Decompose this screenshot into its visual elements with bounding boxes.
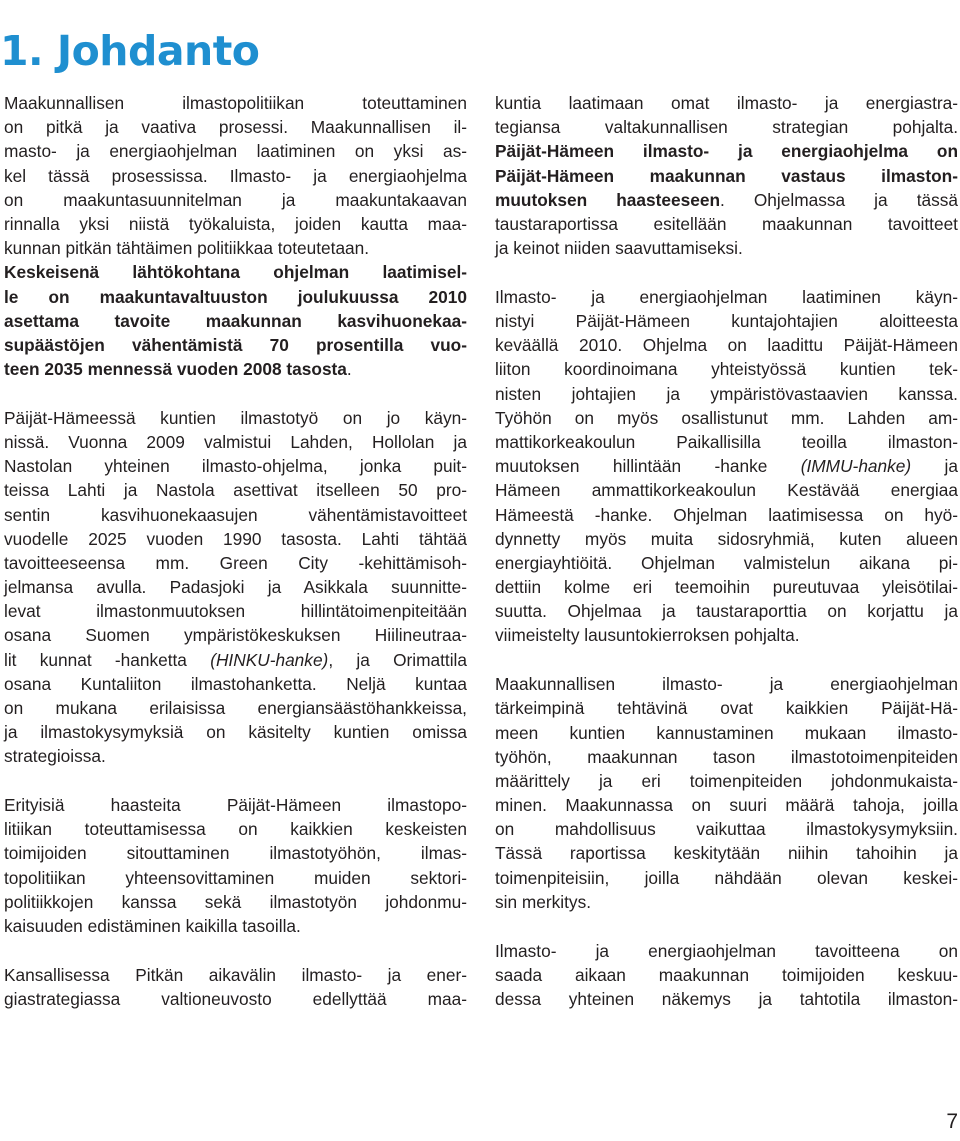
text-line xyxy=(495,236,958,260)
text-line xyxy=(4,648,467,672)
text-line xyxy=(4,309,467,333)
text-line xyxy=(4,454,467,478)
text-run: lit kunnat -hanketta xyxy=(4,649,211,670)
text-run: strategioissa. xyxy=(4,746,106,767)
text-run: määrittely ja eri toimenpiteiden johdonmukaista- xyxy=(495,770,958,791)
bold-text: le on maakuntavaltuuston joulukuussa 2010 xyxy=(4,286,467,307)
text-run: . xyxy=(346,359,352,380)
text-run: suutta. Ohjelmaa ja taustaraporttia on korjattu ja xyxy=(495,601,958,622)
text-run: Maakunnallisen ilmastopolitiikan toteuttaminen xyxy=(4,93,467,113)
text-run: toimenpiteisiin, joilla nähdään olevan keskei- xyxy=(495,867,958,888)
text-run: kunnan pitkän tähtäimen politiikkaa toteutetaan. xyxy=(4,238,370,259)
text-line xyxy=(4,696,467,720)
text-line xyxy=(4,91,467,115)
text-run: dettiin kolme eri teemoihin pureutuvaa yleisötilai- xyxy=(495,577,958,598)
text-line xyxy=(495,478,958,502)
text-line xyxy=(4,551,467,575)
text-line xyxy=(495,939,958,963)
text-run: . Ohjelmassa ja tässä xyxy=(720,189,958,210)
text-line xyxy=(4,987,467,1011)
text-line xyxy=(4,841,467,865)
text-run: topolitiikan yhteensovittaminen muiden sektori- xyxy=(4,867,467,888)
bold-text: Päijät-Hämeen ilmasto- ja energiaohjelma on xyxy=(495,141,958,162)
italic-text: (HINKU-hanke) xyxy=(210,649,329,670)
text-line xyxy=(495,769,958,793)
text-run: rinnalla yksi niistä työkaluista, joiden kautta maa- xyxy=(4,213,467,234)
text-run: Ilmasto- ja energiaohjelman tavoitteena on xyxy=(495,940,958,961)
text-line xyxy=(495,696,958,720)
text-line xyxy=(495,672,958,696)
text-line xyxy=(4,212,467,236)
text-run: tavoitteeseensa mm. Green City -kehittämisoh- xyxy=(4,552,467,573)
text-run: ja keinot niiden saavuttamiseksi. xyxy=(495,238,743,259)
text-run: on maakuntasuunnitelman ja maakuntakaavan xyxy=(4,189,467,210)
text-run: jelmansa avulla. Padasjoki ja Asikkala suunnitte- xyxy=(4,577,467,598)
bold-text: supäästöjen vähentämistä 70 prosentilla vuo- xyxy=(4,334,467,355)
text-line xyxy=(4,720,467,744)
bold-text: muutoksen haasteeseen xyxy=(495,189,720,210)
text-line xyxy=(4,285,467,309)
text-run: ja xyxy=(911,456,958,477)
text-line xyxy=(495,115,958,139)
page-number: 7 xyxy=(946,1110,958,1133)
text-run: Ilmasto- ja energiaohjelman laatiminen käyn- xyxy=(495,286,958,307)
paragraph-gap xyxy=(495,260,958,285)
bold-text: asettama tavoite maakunnan kasvihuonekaa- xyxy=(4,310,467,331)
text-line xyxy=(4,260,467,284)
text-line xyxy=(495,164,958,188)
text-run: Hämeestä -hanke. Ohjelman laatimisessa on hyö- xyxy=(495,504,958,525)
text-run: viimeistelty lausuntokierroksen pohjalta. xyxy=(495,625,800,646)
text-line xyxy=(4,527,467,551)
text-run: Tässä raportissa keskitytään niihin tahoihin ja xyxy=(495,843,958,864)
text-run: Hämeen ammattikorkeakoulun Kestävää energiaa xyxy=(495,480,958,501)
text-run: masto- ja energiaohjelman laatiminen on yksi as- xyxy=(4,141,467,162)
text-run: Nastolan yhteinen ilmasto-ohjelma, jonka puit- xyxy=(4,456,467,477)
text-run: kuntia laatimaan omat ilmasto- ja energiastra- xyxy=(495,93,958,113)
text-run: sin merkitys. xyxy=(495,891,592,912)
text-run: kaisuuden edistäminen kaikilla tasoilla. xyxy=(4,916,301,936)
page-title: 1. Johdanto xyxy=(0,27,260,76)
text-line xyxy=(4,575,467,599)
text-run: levat ilmastonmuutoksen hillintätoimenpiteitään xyxy=(4,601,467,622)
paragraph-gap xyxy=(495,648,958,673)
text-line xyxy=(4,672,467,696)
text-line xyxy=(495,91,958,115)
text-line xyxy=(495,285,958,309)
text-run: litiikan toteuttamisessa on kaikkien keskeisten xyxy=(4,819,467,840)
text-line xyxy=(4,623,467,647)
text-line xyxy=(495,430,958,454)
paragraph-gap xyxy=(4,938,467,963)
text-line xyxy=(495,817,958,841)
text-run: meen kuntien kannustaminen mukaan ilmasto- xyxy=(495,722,958,743)
text-line xyxy=(495,139,958,163)
text-line xyxy=(4,793,467,817)
text-line xyxy=(4,503,467,527)
text-line xyxy=(495,963,958,987)
text-line xyxy=(4,744,467,768)
text-line xyxy=(495,623,958,647)
text-run: toimijoiden sitouttaminen ilmastotyöhön, ilmas- xyxy=(4,843,467,864)
text-line xyxy=(495,503,958,527)
text-line xyxy=(4,914,467,938)
text-run: Kansallisessa Pitkän aikavälin ilmasto- ja ener- xyxy=(4,964,467,985)
text-run: liiton koordinoimana yhteistyössä kuntien tek- xyxy=(495,359,958,380)
text-run: kel tässä prosessissa. Ilmasto- ja energiaohjelma xyxy=(4,165,467,186)
text-run: tegiansa valtakunnallisen strategian pohjalta. xyxy=(495,117,958,138)
text-line xyxy=(4,430,467,454)
left-column xyxy=(4,91,467,1011)
text-run: nisten johtajien ja ympäristövastaavien kanssa. xyxy=(495,383,958,404)
text-line xyxy=(495,188,958,212)
text-line xyxy=(495,793,958,817)
text-run: keväällä 2010. Ohjelma on laadittu Päijät-Hämeen xyxy=(495,335,958,356)
text-line xyxy=(495,575,958,599)
text-line xyxy=(495,212,958,236)
text-line xyxy=(495,454,958,478)
text-line xyxy=(495,841,958,865)
text-run: on pitkä ja vaativa prosessi. Maakunnallisen il- xyxy=(4,117,467,138)
text-run: minen. Maakunnassa on suuri määrä tahoja, joilla xyxy=(495,795,958,816)
text-run: Maakunnallisen ilmasto- ja energiaohjelman xyxy=(495,674,958,695)
text-run: nissä. Vuonna 2009 valmistui Lahden, Hollolan ja xyxy=(4,431,467,452)
italic-text: (IMMU-hanke) xyxy=(800,456,912,477)
text-run: mattikorkeakoulun Paikallisilla teoilla ilmaston- xyxy=(495,431,958,452)
text-line xyxy=(495,382,958,406)
bold-text: Päijät-Hämeen maakunnan vastaus ilmaston- xyxy=(495,165,958,186)
text-run: energiayhtiöitä. Ohjelman valmistelun aikana pi- xyxy=(495,552,958,573)
text-run: dessa yhteinen näkemys ja tahtotila ilmaston- xyxy=(495,988,958,1009)
text-line xyxy=(495,551,958,575)
text-run: tärkeimpinä tehtävinä ovat kaikkien Päijät-Hä- xyxy=(495,698,958,719)
bold-text: teen 2035 mennessä vuoden 2008 tasosta xyxy=(4,359,347,380)
text-line xyxy=(495,745,958,769)
text-line xyxy=(495,866,958,890)
text-line xyxy=(495,721,958,745)
text-run: osana Suomen ympäristökeskuksen Hiilineutraa- xyxy=(4,625,467,646)
text-line xyxy=(495,527,958,551)
bold-text: Keskeisenä lähtökohtana ohjelman laatimisel- xyxy=(4,262,467,283)
text-line xyxy=(4,478,467,502)
paragraph-gap xyxy=(4,769,467,794)
text-run: sentin kasvihuonekaasujen vähentämistavoitteet xyxy=(4,504,467,525)
text-run: politiikkojen kanssa sekä ilmastotyön johdonmu- xyxy=(4,891,467,912)
text-run: osana Kuntaliiton ilmastohanketta. Neljä kuntaa xyxy=(4,673,467,694)
paragraph-gap xyxy=(4,381,467,406)
text-run: dynnetty myös muita sidosryhmiä, kuten alueen xyxy=(495,528,958,549)
text-line xyxy=(4,599,467,623)
text-run: työhön, maakunnan tason ilmastotoimenpiteiden xyxy=(495,746,958,767)
text-line xyxy=(4,236,467,260)
text-run: saada aikaan maakunnan toimijoiden keskuu- xyxy=(495,964,958,985)
text-run: Työhön on myös osallistunut mm. Lahden am- xyxy=(495,407,958,428)
text-line xyxy=(4,817,467,841)
text-run: nistyi Päijät-Hämeen kuntajohtajien aloitteesta xyxy=(495,311,958,331)
paragraph-gap xyxy=(495,914,958,939)
text-run: on mukana erilaisissa energiansäästöhankkeissa, xyxy=(4,698,467,718)
text-run: Päijät-Hämeessä kuntien ilmastotyö on jo käyn- xyxy=(4,407,467,428)
text-line xyxy=(4,188,467,212)
text-line xyxy=(495,357,958,381)
text-line xyxy=(4,406,467,430)
text-line xyxy=(4,115,467,139)
text-run: vuodelle 2025 vuoden 1990 tasosta. Lahti tähtää xyxy=(4,528,467,549)
text-line xyxy=(4,890,467,914)
text-run: , ja Orimattila xyxy=(328,649,468,670)
text-run: taustaraportissa esitellään maakunnan tavoitteet xyxy=(495,213,958,234)
text-line xyxy=(495,987,958,1011)
text-line xyxy=(495,309,958,333)
text-line xyxy=(4,164,467,188)
text-line xyxy=(4,357,467,381)
text-line xyxy=(495,890,958,914)
text-line xyxy=(495,406,958,430)
text-run: on mahdollisuus vaikuttaa ilmastokysymyksiin. xyxy=(495,819,958,840)
text-run: ja ilmastokysymyksiä on käsitelty kuntien omissa xyxy=(4,722,467,743)
text-line xyxy=(4,333,467,357)
text-run: teissa Lahti ja Nastola asettivat itselleen 50 pro- xyxy=(4,480,467,501)
text-run: giastrategiassa valtioneuvosto edellyttää maa- xyxy=(4,988,467,1009)
text-line xyxy=(4,866,467,890)
text-line xyxy=(495,333,958,357)
text-run: muutoksen hillintään -hanke xyxy=(495,456,801,477)
text-line xyxy=(4,139,467,163)
text-line xyxy=(4,963,467,987)
right-column xyxy=(495,91,958,1011)
text-line xyxy=(495,599,958,623)
text-run: Erityisiä haasteita Päijät-Hämeen ilmastopo- xyxy=(4,795,467,816)
